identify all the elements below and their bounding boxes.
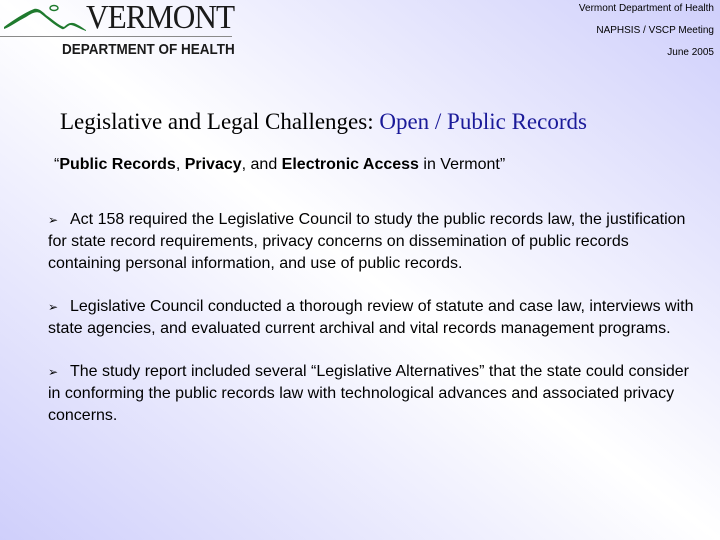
header-organization: Vermont Department of Health	[578, 3, 714, 14]
subtitle-part1: Public Records	[59, 156, 176, 173]
bullet-item	[48, 296, 698, 340]
subtitle-sep2: , and	[241, 156, 282, 173]
logo-divider	[0, 36, 232, 37]
arrowhead-bullet-icon: ➢	[48, 213, 59, 227]
subtitle-close-quote: ”	[499, 156, 506, 173]
subtitle-sep1: ,	[175, 156, 185, 173]
subtitle-sep3: in Vermont	[418, 156, 500, 173]
bullet-text: The study report included several “Legislative Alternatives” that the state could consider in conforming the public records law with technological advances and associated privacy concerns.	[48, 363, 689, 424]
vermont-health-logo	[0, 0, 235, 62]
title-accent: Open / Public Records	[379, 109, 587, 134]
subtitle-part2: Privacy	[184, 156, 242, 173]
subtitle-open-quote: “	[54, 156, 60, 173]
logo-wordmark: VERMONT	[86, 0, 235, 36]
arrowhead-bullet-icon: ➢	[48, 300, 59, 314]
header-meeting: NAPHSIS / VSCP Meeting	[596, 25, 714, 36]
bullet-list	[48, 209, 698, 448]
subtitle-part3: Electronic Access	[281, 156, 419, 173]
arrowhead-bullet-icon: ➢	[48, 365, 59, 379]
bullet-text: Legislative Council conducted a thorough review of statute and case law, interviews with state agencies, and evaluated current archival and vital records management programs.	[48, 298, 694, 337]
slide-subtitle	[54, 155, 505, 175]
bullet-item	[48, 209, 698, 275]
slide-title	[60, 108, 587, 136]
logo-department: DEPARTMENT OF HEALTH	[62, 41, 235, 58]
title-main: Legislative and Legal Challenges:	[60, 109, 380, 134]
header-meta	[579, 4, 714, 70]
header-date: June 2005	[667, 47, 714, 58]
mountain-icon	[2, 3, 88, 33]
bullet-item	[48, 361, 698, 427]
bullet-text: Act 158 required the Legislative Council to study the public records law, the justification for state record requirements, privacy concerns on dissemination of public records containing personal information, and use of public records.	[48, 211, 686, 272]
